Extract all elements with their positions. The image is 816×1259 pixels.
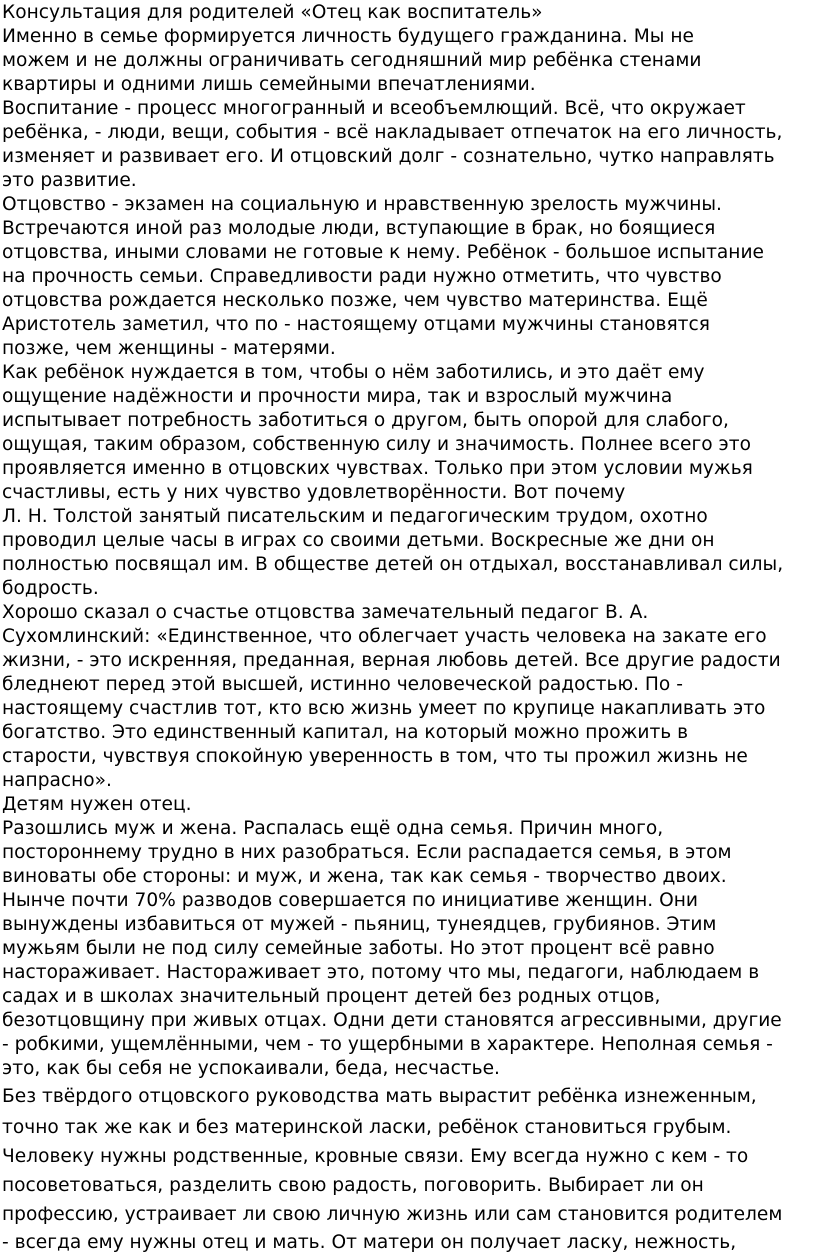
text-line: отцовства, иными словами не готовые к нему. Ребёнок - большое испытание <box>2 242 764 263</box>
text-line: Нынче почти 70% разводов совершается по инициативе женщин. Они <box>2 890 698 911</box>
text-line: Хорошо сказал о счастье отцовства замечательный педагог В. А. <box>2 602 649 623</box>
text-line: посоветоваться, разделить свою радость, поговорить. Выбирает ли он <box>2 1175 704 1196</box>
text-line: точно так же как и без материнской ласки, ребёнок становиться грубым. <box>2 1117 732 1138</box>
text-line: Отцовство - экзамен на социальную и нравственную зрелость мужчины. <box>2 194 722 215</box>
text-line: квартиры и одними лишь семейными впечатлениями. <box>2 74 536 95</box>
text-line: Без твёрдого отцовского руководства мать вырастит ребёнка изнеженным, <box>2 1086 757 1107</box>
text-line: полностью посвящал им. В обществе детей он отдыхал, восстанавливал силы, <box>2 554 784 575</box>
text-line: Разошлись муж и жена. Распалась ещё одна семья. Причин много, <box>2 818 664 839</box>
text-line: ощущая, таким образом, собственную силу и значимость. Полнее всего это <box>2 434 751 455</box>
text-line: Человеку нужны родственные, кровные связи. Ему всегда нужно с кем - то <box>2 1146 749 1167</box>
text-line: настораживает. Настораживает это, потому что мы, педагоги, наблюдаем в <box>2 962 760 983</box>
text-line: вынуждены избавиться от мужей - пьяниц, тунеядцев, грубиянов. Этим <box>2 914 717 935</box>
text-line: напрасно». <box>2 770 112 791</box>
text-line: Встречаются иной раз молодые люди, вступающие в брак, но боящиеся <box>2 218 716 239</box>
document-title: Консультация для родителей «Отец как воспитатель» <box>2 2 543 23</box>
text-line: - всегда ему нужны отец и мать. От матери он получает ласку, нежность, <box>2 1232 737 1253</box>
text-line: можем и не должны ограничивать сегодняшний мир ребёнка стенами <box>2 50 702 71</box>
text-line: на прочность семьи. Справедливости ради нужно отметить, что чувство <box>2 266 722 287</box>
text-line: ощущение надёжности и прочности мира, так и взрослый мужчина <box>2 386 673 407</box>
text-line: постороннему трудно в них разобраться. Если распадается семья, в этом <box>2 842 732 863</box>
document-page <box>2 0 814 1259</box>
text-line: Как ребёнок нуждается в том, чтобы о нём заботились, и это даёт ему <box>2 362 705 383</box>
text-line: Л. Н. Толстой занятый писательским и педагогическим трудом, охотно <box>2 506 708 527</box>
text-line: Сухомлинский: «Единственное, что облегчает участь человека на закате его <box>2 626 767 647</box>
text-line: бледнеют перед этой высшей, истинно человеческой радостью. По - <box>2 674 683 695</box>
text-line: мужьям были не под силу семейные заботы. Но этот процент всё равно <box>2 938 715 959</box>
text-line: Именно в семье формируется личность будущего гражданина. Мы не <box>2 26 694 47</box>
text-line: виноваты обе стороны: и муж, и жена, так как семья - творчество двоих. <box>2 866 727 887</box>
text-line: жизни, - это искренняя, преданная, верная любовь детей. Все другие радости <box>2 650 781 671</box>
text-line: счастливы, есть у них чувство удовлетворённости. Вот почему <box>2 482 626 503</box>
text-line: это развитие. <box>2 170 137 191</box>
section-heading: Детям нужен отец. <box>2 794 192 815</box>
text-line: изменяет и развивает его. И отцовский долг - сознательно, чутко направлять <box>2 146 775 167</box>
text-line: позже, чем женщины - матерями. <box>2 338 336 359</box>
text-line: проводил целые часы в играх со своими детьми. Воскресные же дни он <box>2 530 715 551</box>
text-line: проявляется именно в отцовских чувствах. Только при этом условии мужья <box>2 458 753 479</box>
text-line: безотцовщину при живых отцах. Одни дети становятся агрессивными, другие <box>2 1010 782 1031</box>
text-line: испытывает потребность заботиться о другом, быть опорой для слабого, <box>2 410 729 431</box>
text-line: Аристотель заметил, что по - настоящему отцами мужчины становятся <box>2 314 710 335</box>
text-line: садах и в школах значительный процент детей без родных отцов, <box>2 986 661 1007</box>
text-line: бодрость. <box>2 578 99 599</box>
text-line: это, как бы себя не успокаивали, беда, несчастье. <box>2 1058 500 1079</box>
text-line: профессию, устраивает ли свою личную жизнь или сам становится родителем <box>2 1204 783 1225</box>
text-line: Воспитание - процесс многогранный и всеобъемлющий. Всё, что окружает <box>2 98 746 119</box>
text-line: настоящему счастлив тот, кто всю жизнь умеет по крупице накапливать это <box>2 698 766 719</box>
text-line: богатство. Это единственный капитал, на который можно прожить в <box>2 722 689 743</box>
text-line: отцовства рождается несколько позже, чем чувство материнства. Ещё <box>2 290 708 311</box>
text-line: старости, чувствуя спокойную уверенность в том, что ты прожил жизнь не <box>2 746 748 767</box>
text-line: ребёнка, - люди, вещи, события - всё накладывает отпечаток на его личность, <box>2 122 783 143</box>
text-line: - робкими, ущемлёнными, чем - то ущербными в характере. Неполная семья - <box>2 1034 773 1055</box>
